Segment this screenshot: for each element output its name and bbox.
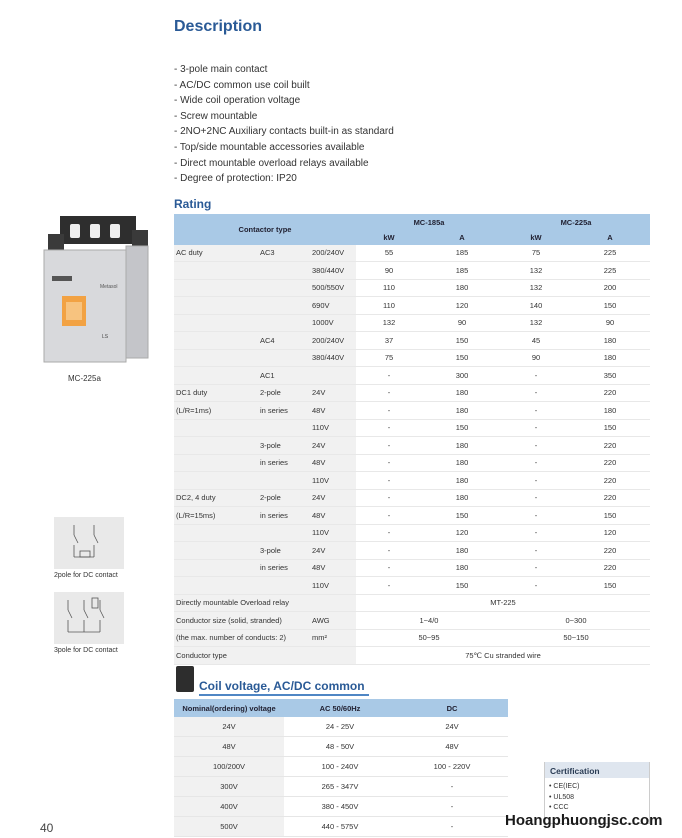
svg-text:Metasol: Metasol bbox=[100, 284, 118, 290]
value-cell: 180 bbox=[422, 402, 502, 420]
value-cell: 120 bbox=[422, 524, 502, 542]
value-cell: - bbox=[502, 559, 570, 577]
value-cell: - bbox=[502, 577, 570, 595]
voltage-cell: 110V bbox=[310, 472, 356, 490]
list-item: - Wide coil operation voltage bbox=[174, 95, 301, 107]
coil-cell: 100/200V bbox=[174, 757, 284, 777]
overload-label: Directly mountable Overload relay bbox=[174, 594, 356, 612]
table-row bbox=[174, 472, 650, 490]
table-row bbox=[174, 489, 650, 507]
model-header-225: MC-225a bbox=[502, 214, 650, 231]
description-title: Description bbox=[174, 18, 263, 35]
value-cell: - bbox=[502, 367, 570, 385]
table-row bbox=[174, 507, 650, 525]
value-cell: - bbox=[356, 472, 422, 490]
voltage-cell: 110V bbox=[310, 524, 356, 542]
value-cell: - bbox=[356, 489, 422, 507]
voltage-cell: 48V bbox=[310, 454, 356, 472]
value-cell: 110 bbox=[356, 297, 422, 315]
contactor-type-header: Contactor type bbox=[174, 214, 356, 245]
coil-cell: 24V bbox=[174, 717, 284, 737]
ac-duty-label: AC duty bbox=[174, 245, 258, 262]
value-cell: 150 bbox=[422, 507, 502, 525]
coil-cell: - bbox=[396, 817, 508, 837]
dc1-sub-label: (L/R=1ms) bbox=[174, 402, 258, 420]
value-cell: - bbox=[356, 559, 422, 577]
coil-cell: 265 - 347V bbox=[284, 777, 396, 797]
voltage-cell: 380/440V bbox=[310, 349, 356, 367]
contactor-product-image bbox=[40, 216, 153, 366]
coil-header-ac: AC 50/60Hz bbox=[284, 699, 396, 717]
conductor-size-label: Conductor size (solid, stranded) bbox=[174, 612, 310, 630]
conductor-type-value: 75℃ Cu stranded wire bbox=[356, 647, 650, 665]
voltage-cell: 110V bbox=[310, 419, 356, 437]
ac1-label: AC1 bbox=[258, 367, 310, 385]
coil-header-dc: DC bbox=[396, 699, 508, 717]
value-cell: 180 bbox=[422, 542, 502, 560]
value-cell: 300 bbox=[422, 367, 502, 385]
certification-list bbox=[549, 782, 579, 814]
coil-cell: 380 - 450V bbox=[284, 797, 396, 817]
voltage-cell: 500/550V bbox=[310, 279, 356, 297]
coil-cell: 440 - 575V bbox=[284, 817, 396, 837]
overload-value: MT-225 bbox=[356, 594, 650, 612]
value-cell: - bbox=[502, 489, 570, 507]
table-row bbox=[174, 594, 650, 612]
in-series-label: in series bbox=[258, 559, 310, 577]
list-item: - AC/DC common use coil built bbox=[174, 79, 310, 91]
rating-table bbox=[174, 214, 650, 665]
table-row bbox=[174, 717, 508, 737]
value-cell: 180 bbox=[422, 384, 502, 402]
in-series-label: in series bbox=[258, 454, 310, 472]
table-row bbox=[174, 647, 650, 665]
site-watermark: Hoangphuongjsc.com bbox=[505, 812, 663, 829]
list-item: • CE(IEC) bbox=[549, 783, 580, 790]
table-row bbox=[174, 262, 650, 280]
value-cell: 150 bbox=[570, 507, 650, 525]
value-cell: 150 bbox=[570, 577, 650, 595]
value-cell: 220 bbox=[570, 384, 650, 402]
a-header: A bbox=[570, 231, 650, 245]
coil-cell: 24V bbox=[396, 717, 508, 737]
in-series-label: in series bbox=[258, 402, 310, 420]
value-cell: - bbox=[502, 507, 570, 525]
table-row bbox=[174, 542, 650, 560]
conductor-number-label: (the max. number of conducts: 2) bbox=[174, 629, 310, 647]
conductor-type-label: Conductor type bbox=[174, 647, 356, 665]
three-pole-dc-diagram bbox=[54, 592, 124, 644]
list-item: - Screw mountable bbox=[174, 110, 258, 122]
value-cell: 185 bbox=[422, 262, 502, 280]
value-cell: 132 bbox=[356, 314, 422, 332]
value-cell: - bbox=[356, 507, 422, 525]
coil-cell: 100 - 220V bbox=[396, 757, 508, 777]
product-caption: MC-225a bbox=[68, 374, 101, 383]
voltage-cell: 380/440V bbox=[310, 262, 356, 280]
list-item: - 2NO+2NC Auxiliary contacts built-in as standard bbox=[174, 126, 394, 138]
table-row bbox=[174, 384, 650, 402]
table-row bbox=[174, 629, 650, 647]
value-cell: 200 bbox=[570, 279, 650, 297]
voltage-cell: 24V bbox=[310, 542, 356, 560]
value-cell: 225 bbox=[570, 245, 650, 262]
value-cell: - bbox=[502, 524, 570, 542]
value-cell: 180 bbox=[422, 472, 502, 490]
conductor-number-value-185: 50~95 bbox=[356, 629, 502, 647]
table-row bbox=[174, 817, 508, 837]
value-cell: - bbox=[356, 402, 422, 420]
conductor-size-unit: AWG bbox=[310, 612, 356, 630]
list-item: • UL508 bbox=[549, 793, 575, 801]
table-row bbox=[174, 524, 650, 542]
value-cell: 220 bbox=[570, 559, 650, 577]
value-cell: 120 bbox=[422, 297, 502, 315]
table-row bbox=[174, 402, 650, 420]
value-cell: - bbox=[502, 402, 570, 420]
coil-voltage-title: Coil voltage, AC/DC common bbox=[199, 679, 365, 693]
value-cell: - bbox=[356, 384, 422, 402]
three-pole-label: 3-pole bbox=[258, 437, 310, 455]
ac3-label: AC3 bbox=[258, 245, 310, 262]
coil-cell: 48V bbox=[174, 737, 284, 757]
value-cell: - bbox=[356, 577, 422, 595]
two-pole-label: 2-pole bbox=[258, 384, 310, 402]
value-cell: 90 bbox=[570, 314, 650, 332]
value-cell: - bbox=[502, 419, 570, 437]
value-cell: - bbox=[502, 472, 570, 490]
value-cell: 55 bbox=[356, 245, 422, 262]
coil-cell: 48 - 50V bbox=[284, 737, 396, 757]
value-cell: 180 bbox=[422, 279, 502, 297]
value-cell: 45 bbox=[502, 332, 570, 350]
table-row bbox=[174, 245, 650, 262]
value-cell: - bbox=[502, 384, 570, 402]
three-pole-label: 3-pole bbox=[258, 542, 310, 560]
voltage-cell: 24V bbox=[310, 489, 356, 507]
list-item: - 3-pole main contact bbox=[174, 64, 268, 75]
value-cell: 110 bbox=[356, 279, 422, 297]
value-cell: 75 bbox=[502, 245, 570, 262]
value-cell: 132 bbox=[502, 262, 570, 280]
coil-cell: 48V bbox=[396, 737, 508, 757]
value-cell: 140 bbox=[502, 297, 570, 315]
two-pole-diagram-caption: 2pole for DC contact bbox=[54, 572, 118, 579]
coil-cell: 300V bbox=[174, 777, 284, 797]
coil-product-icon bbox=[176, 666, 194, 692]
table-row bbox=[174, 612, 650, 630]
value-cell: 150 bbox=[422, 349, 502, 367]
value-cell: - bbox=[356, 454, 422, 472]
value-cell: 350 bbox=[570, 367, 650, 385]
voltage-cell: 48V bbox=[310, 402, 356, 420]
certification-title: Certification bbox=[550, 766, 600, 776]
value-cell: 180 bbox=[570, 332, 650, 350]
voltage-cell: 1000V bbox=[310, 314, 356, 332]
two-pole-label: 2-pole bbox=[258, 489, 310, 507]
value-cell: 150 bbox=[422, 332, 502, 350]
table-row bbox=[174, 297, 650, 315]
value-cell: 132 bbox=[502, 314, 570, 332]
ac4-label: AC4 bbox=[258, 332, 310, 350]
table-row bbox=[174, 332, 650, 350]
table-row bbox=[174, 314, 650, 332]
dc2-sub-label: (L/R=15ms) bbox=[174, 507, 258, 525]
value-cell: 225 bbox=[570, 262, 650, 280]
voltage-cell: 24V bbox=[310, 384, 356, 402]
value-cell: - bbox=[356, 542, 422, 560]
value-cell: 150 bbox=[422, 577, 502, 595]
dc2-label: DC2, 4 duty bbox=[174, 489, 258, 507]
voltage-cell: 48V bbox=[310, 507, 356, 525]
voltage-cell: 200/240V bbox=[310, 245, 356, 262]
coil-cell: 100 - 240V bbox=[284, 757, 396, 777]
value-cell: 180 bbox=[422, 559, 502, 577]
value-cell: 180 bbox=[570, 402, 650, 420]
value-cell: 150 bbox=[570, 419, 650, 437]
three-pole-diagram-caption: 3pole for DC contact bbox=[54, 647, 118, 654]
value-cell: 185 bbox=[422, 245, 502, 262]
value-cell: 90 bbox=[502, 349, 570, 367]
two-pole-dc-diagram bbox=[54, 517, 124, 569]
table-row bbox=[174, 777, 508, 797]
coil-cell: 24 - 25V bbox=[284, 717, 396, 737]
coil-cell: - bbox=[396, 797, 508, 817]
coil-cell: 500V bbox=[174, 817, 284, 837]
table-row bbox=[174, 559, 650, 577]
value-cell: - bbox=[502, 542, 570, 560]
coil-voltage-table bbox=[174, 699, 508, 837]
conductor-number-unit: mm² bbox=[310, 629, 356, 647]
table-row bbox=[174, 737, 508, 757]
value-cell: - bbox=[356, 419, 422, 437]
value-cell: 90 bbox=[356, 262, 422, 280]
value-cell: 180 bbox=[422, 437, 502, 455]
coil-cell: - bbox=[396, 777, 508, 797]
value-cell: 220 bbox=[570, 437, 650, 455]
list-item: - Degree of protection: IP20 bbox=[174, 173, 297, 185]
value-cell: 75 bbox=[356, 349, 422, 367]
coil-cell: 400V bbox=[174, 797, 284, 817]
table-row bbox=[174, 454, 650, 472]
value-cell: 220 bbox=[570, 454, 650, 472]
coil-title-underline bbox=[199, 694, 369, 696]
in-series-label: in series bbox=[258, 507, 310, 525]
table-row bbox=[174, 367, 650, 385]
value-cell: 37 bbox=[356, 332, 422, 350]
table-row bbox=[174, 757, 508, 777]
description-list bbox=[174, 62, 394, 187]
coil-header-nominal: Nominal(ordering) voltage bbox=[174, 699, 284, 717]
value-cell: 150 bbox=[570, 297, 650, 315]
svg-text:LS: LS bbox=[102, 334, 109, 340]
voltage-cell: 200/240V bbox=[310, 332, 356, 350]
value-cell: - bbox=[356, 524, 422, 542]
value-cell: - bbox=[356, 437, 422, 455]
value-cell: - bbox=[502, 437, 570, 455]
value-cell: - bbox=[356, 367, 422, 385]
voltage-cell: 24V bbox=[310, 437, 356, 455]
kw-header: kW bbox=[356, 231, 422, 245]
dc1-label: DC1 duty bbox=[174, 384, 258, 402]
voltage-cell: 690V bbox=[310, 297, 356, 315]
value-cell: - bbox=[502, 454, 570, 472]
value-cell: 180 bbox=[422, 454, 502, 472]
a-header: A bbox=[422, 231, 502, 245]
rating-title: Rating bbox=[174, 197, 212, 211]
value-cell: 220 bbox=[570, 472, 650, 490]
conductor-size-value-185: 1~4/0 bbox=[356, 612, 502, 630]
value-cell: 120 bbox=[570, 524, 650, 542]
table-row bbox=[174, 419, 650, 437]
value-cell: 220 bbox=[570, 542, 650, 560]
table-row bbox=[174, 577, 650, 595]
list-item: - Top/side mountable accessories available bbox=[174, 141, 365, 153]
value-cell: 90 bbox=[422, 314, 502, 332]
model-header-185: MC-185a bbox=[356, 214, 502, 231]
table-row bbox=[174, 437, 650, 455]
table-row bbox=[174, 349, 650, 367]
page-number: 40 bbox=[40, 821, 54, 835]
voltage-cell: 48V bbox=[310, 559, 356, 577]
list-item: - Direct mountable overload relays available bbox=[174, 157, 369, 169]
table-row bbox=[174, 797, 508, 817]
value-cell: 132 bbox=[502, 279, 570, 297]
conductor-number-value-225: 50~150 bbox=[502, 629, 650, 647]
list-item: • CCC bbox=[549, 804, 569, 811]
conductor-size-value-225: 0~300 bbox=[502, 612, 650, 630]
value-cell: 150 bbox=[422, 419, 502, 437]
value-cell: 180 bbox=[422, 489, 502, 507]
table-row bbox=[174, 279, 650, 297]
voltage-cell: 110V bbox=[310, 577, 356, 595]
value-cell: 220 bbox=[570, 489, 650, 507]
kw-header: kW bbox=[502, 231, 570, 245]
value-cell: 180 bbox=[570, 349, 650, 367]
